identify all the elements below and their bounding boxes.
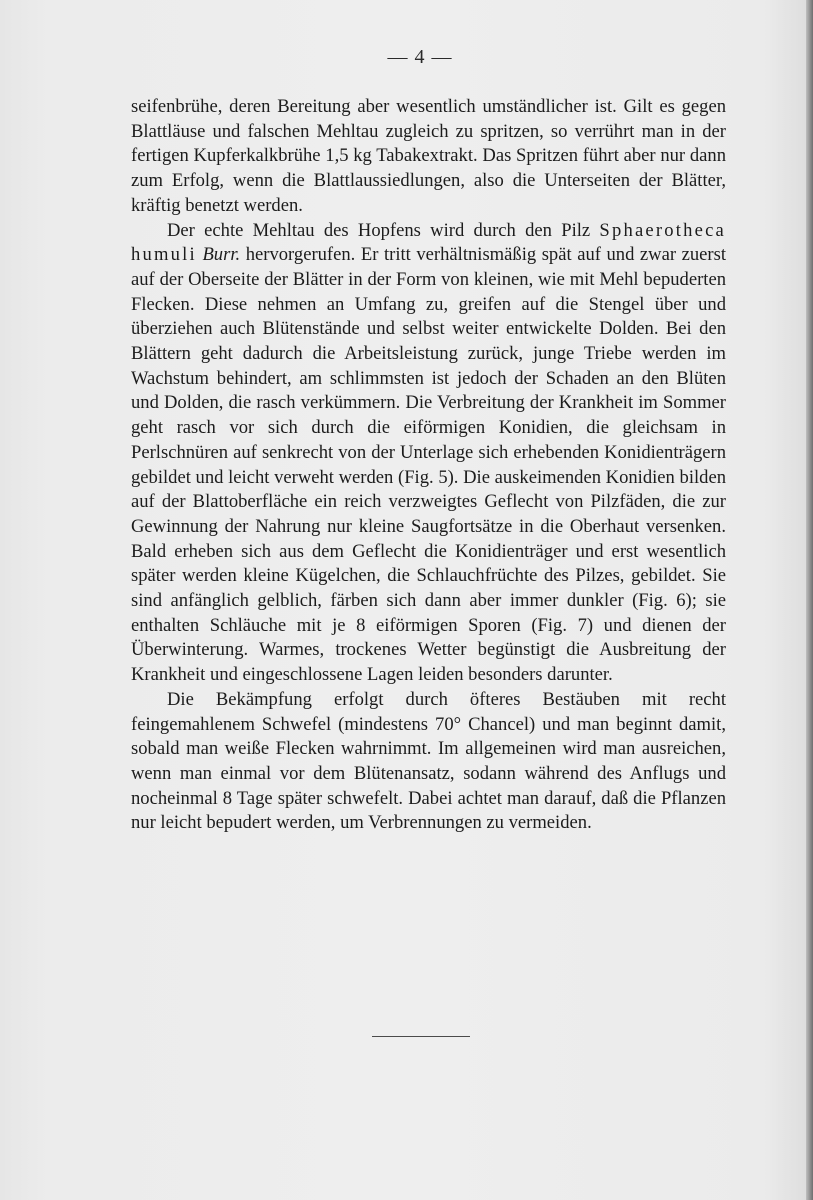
page-edge-shadow	[806, 0, 813, 1200]
species-name: Sphaerotheca humuli	[131, 219, 726, 266]
page-number: — 4 —	[387, 46, 453, 68]
paragraph-1: seifenbrühe, deren Bereitung aber wesentlich umständlicher ist. Gilt es gegen Blattläuse und falschen Mehltau zugleich zu spritzen, so verrührt man in der fertigen Kupferkalkbrühe 1,5 kg Tabakextrakt. Das Spritzen führt aber nur dann zum Erfolg, wenn die Blattlaussiedlungen, also die Unterseiten der Blätter, kräftig benetzt werden.	[131, 96, 726, 216]
body-text	[131, 95, 726, 836]
end-rule	[372, 1036, 470, 1037]
paragraph-2	[131, 219, 726, 688]
paragraph-2-lead: Der echte Mehltau des Hopfens wird durch den Pilz	[167, 219, 591, 241]
paragraph-2-body: hervorgerufen. Er tritt verhältnismäßig spät auf und zwar zuerst auf der Oberseite der Blätter in der Form von kleinen, wie mit Mehl bepuderten Flecken. Diese nehmen an Umfang zu, greifen auf die Stengel über und überziehen auch Blütenstände und selbst weiter entwickelte Dolden. Bei den Blättern geht dadurch die Arbeitsleistung zurück, junge Triebe werden im Wachstum behindert, am schlimmsten ist jedoch der Schaden an den Blüten und Dolden, die rasch verkümmern. Die Verbreitung der Krankheit im Sommer geht rasch vor sich durch die eiförmigen Konidien, die gleichsam in Perlschnüren auf senkrecht von der Unterlage sich erhebenden Konidienträgern gebildet und leicht verweht werden (Fig. 5). Die auskeimenden Konidien bilden auf der Blattoberfläche ein reich verzweigtes Geflecht von Pilzfäden, die zur Gewinnung der Nahrung nur kleine Saugfortsätze in die Oberhaut versenken. Bald erheben sich aus dem Geflecht die Konidienträger und erst wesentlich später werden kleine Kügelchen, die Schlauchfrüchte des Pilzes, gebildet. Sie sind anfänglich gelblich, färben sich dann aber immer dunkler (Fig. 6); sie enthalten Schläuche mit je 8 eiförmigen Sporen (Fig. 7) und dienen der Überwinterung. Warmes, trockenes Wetter begünstigt die Ausbreitung der Krankheit und eingeschlossene Lagen leiden besonders darunter.	[131, 244, 726, 686]
author-abbreviation: Burr.	[202, 244, 241, 266]
paragraph-3: Die Bekämpfung erfolgt durch öfteres Bestäuben mit recht feingemahlenem Schwefel (mindestens 70° Chancel) und man beginnt damit, sobald man weiße Flecken wahrnimmt. Im allgemeinen wird man ausreichen, wenn man einmal vor dem Blütenansatz, sodann während des Anflugs und nocheinmal 8 Tage später schwefelt. Dabei achtet man darauf, daß die Pflanzen nur leicht bepudert werden, um Verbrennungen zu vermeiden.	[131, 688, 726, 834]
